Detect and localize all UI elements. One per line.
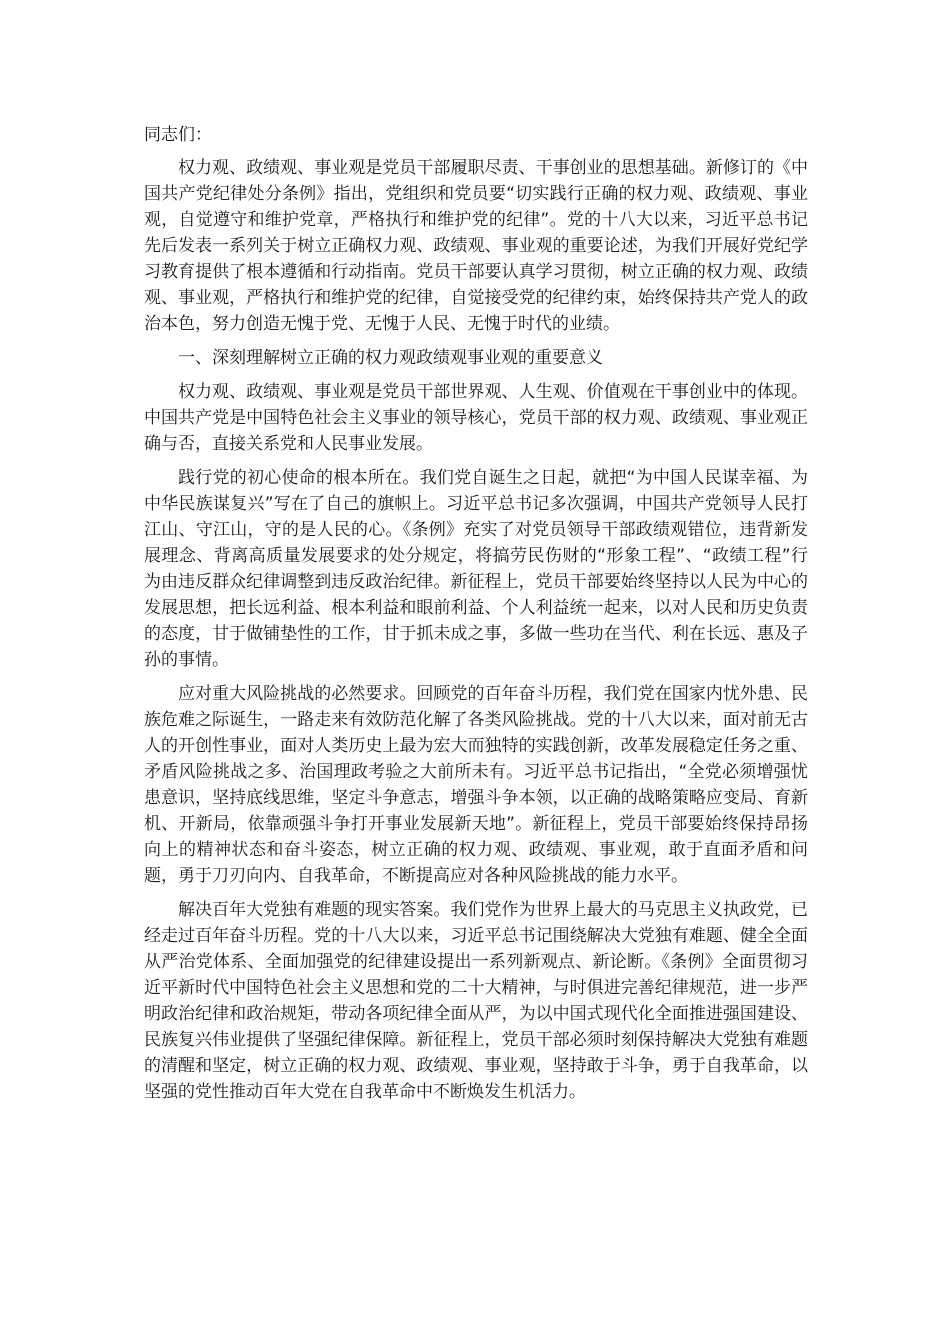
- section-1-lead-paragraph: 权力观、政绩观、事业观是党员干部世界观、人生观、价值观在干事创业中的体现。中国共产党是中国特色社会主义事业的领导核心，党员干部的权力观、政绩观、事业观正确与否，直接关系党和人民事业发展。: [144, 382, 808, 454]
- point-party-problems-paragraph: 解决百年大党独有难题的现实答案。我们党作为世界上最大的马克思主义执政党，已经走过百年奋斗历程。党的十八大以来，习近平总书记围绕解决大党独有难题、健全全面从严治党体系、全面加强党的纪律建设提出一系列新观点、新论断。《条例》全面贯彻习近平新时代中国特色社会主义思想和党的二十大精神，与时俱进完善纪律规范，进一步严明政治纪律和政治规矩，带动各项纪律全面从严，为以中国式现代化全面推进强国建设、民族复兴伟业提供了坚强纪律保障。新征程上，党员干部必须时刻保持解决大党独有难题的清醒和坚定，树立正确的权力观、政绩观、事业观，坚持敢于斗争，勇于自我革命，以坚强的党性推动百年大党在自我革命中不断焕发生机活力。: [144, 900, 808, 1102]
- intro-paragraph: 权力观、政绩观、事业观是党员干部履职尽责、干事创业的思想基础。新修订的《中国共产党纪律处分条例》指出，党组织和党员要“切实践行正确的权力观、政绩观、事业观，自觉遵守和维护党章，严格执行和维护党的纪律”。党的十八大以来，习近平总书记先后发表一系列关于树立正确权力观、政绩观、事业观的重要论述，为我们开展好党纪学习教育提供了根本遵循和行动指南。党员干部要认真学习贯彻，树立正确的权力观、政绩观、事业观，严格执行和维护党的纪律，自觉接受党的纪律约束，始终保持共产党人的政治本色，努力创造无愧于党、无愧于人民、无愧于时代的业绩。: [144, 158, 808, 334]
- document-body: [144, 122, 808, 1113]
- point-risk-paragraph: 应对重大风险挑战的必然要求。回顾党的百年奋斗历程，我们党在国家内忧外患、民族危难之际诞生，一路走来有效防范化解了各类风险挑战。党的十八大以来，面对前无古人的开创性事业，面对人类历史上最为宏大而独特的实践创新，改革发展稳定任务之重、矛盾风险挑战之多、治国理政考验之大前所未有。习近平总书记指出，“全党必须增强忧患意识，坚持底线思维，坚定斗争意志，增强斗争本领，以正确的战略策略应变局、育新机、开新局，依靠顽强斗争打开事业发展新天地”。新征程上，党员干部要始终保持昂扬向上的精神状态和奋斗姿态，树立正确的权力观、政绩观、事业观，敢于直面矛盾和问题，勇于刀刃向内、自我革命，不断提高应对各种风险挑战的能力水平。: [144, 684, 808, 886]
- section-heading-1: 一、深刻理解树立正确的权力观政绩观事业观的重要意义: [178, 348, 603, 368]
- salutation: 同志们：: [144, 125, 212, 145]
- point-mission-paragraph: 践行党的初心使命的根本所在。我们党自诞生之日起，就把“为中国人民谋幸福、为中华民族谋复兴”写在了自己的旗帜上。习近平总书记多次强调，中国共产党领导人民打江山、守江山，守的是人民的心。《条例》充实了对党员领导干部政绩观错位，违背新发展理念、背离高质量发展要求的处分规定，将搞劳民伤财的“形象工程”、“政绩工程”行为由违反群众纪律调整到违反政治纪律。新征程上，党员干部要始终坚持以人民为中心的发展思想，把长远利益、根本利益和眼前利益、个人利益统一起来，以对人民和历史负责的态度，甘于做铺垫性的工作，甘于抓未成之事，多做一些功在当代、利在长远、惠及子孙的事情。: [144, 468, 808, 670]
